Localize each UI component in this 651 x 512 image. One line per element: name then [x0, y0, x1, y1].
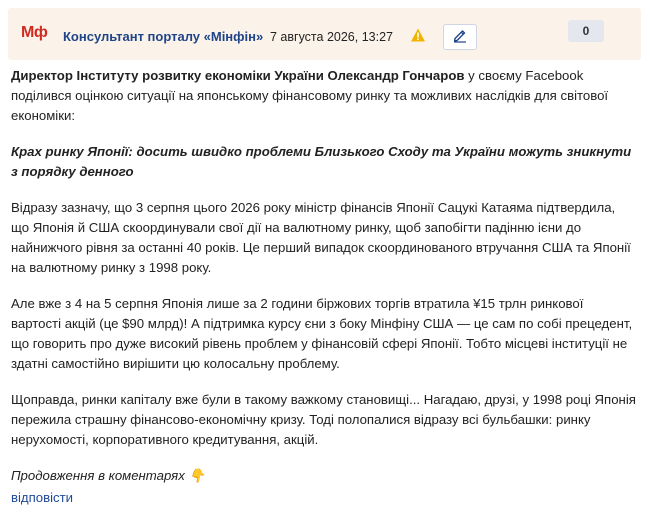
pencil-icon — [452, 27, 468, 48]
lead-paragraph — [11, 66, 636, 126]
lead-text: у своєму Facebook поділився оцінкою ситуації на японському фінансовому ринку та можливих наслідків для світової економіки: — [11, 68, 609, 123]
author-link[interactable]: Консультант порталу «Мінфін» — [63, 29, 264, 44]
paragraph: Але вже з 4 на 5 серпня Японія лише за 2 години біржових торгів втратила ¥15 трлн ринкової вартості акцій (це $90 млрд)! А підтримка курсу єни з боку Мінфіну США — це сам по собі прецедент, що говорить про дуже високий рівень проблем у фінансовій сфері Японії. Тобто місцеві інституції не здатні самостійно вирішити цю колосальну проблему. — [11, 296, 633, 371]
post-date: 7 августа 2026, 13:27 — [270, 30, 393, 44]
paragraph: Відразу зазначу, що 3 серпня цього 2026 року міністр фінансів Японії Сацукі Катаяма підтвердила, що Японія й США скоординували свої дії на валютному ринку, щоб запобігти падінню ієни до найнижчого рівня за останні 40 років. Це перший випадок скоординованого втручання США та Японії на валютному ринку з 1998 року. — [11, 200, 631, 275]
lead-bold-text: Директор Інституту розвитку економіки України Олександр Гончаров — [11, 68, 465, 83]
post-subtitle: Крах ринку Японії: досить швидко проблеми Близького Сходу та України можуть зникнути з порядку денного — [11, 144, 632, 179]
rating-counter[interactable]: 0 — [568, 20, 604, 42]
minfin-logo: Мф — [21, 24, 48, 41]
continued-note: Продовження в коментарях 👇 — [11, 468, 205, 483]
edit-button[interactable] — [443, 24, 477, 50]
post-body — [11, 66, 636, 508]
paragraph: Щоправда, ринки капіталу вже були в такому важкому становищі... Нагадаю, друзі, у 1998 році Японія пережила страшну фінансово-економічну кризу. Тоді полопалися відразу всі бульбашки: ринку нерухомості, корпоративного кредитування, акцій. — [11, 392, 636, 447]
post-header — [8, 8, 641, 60]
reply-link[interactable]: відповісти — [11, 490, 74, 505]
warning-icon[interactable] — [410, 27, 426, 43]
